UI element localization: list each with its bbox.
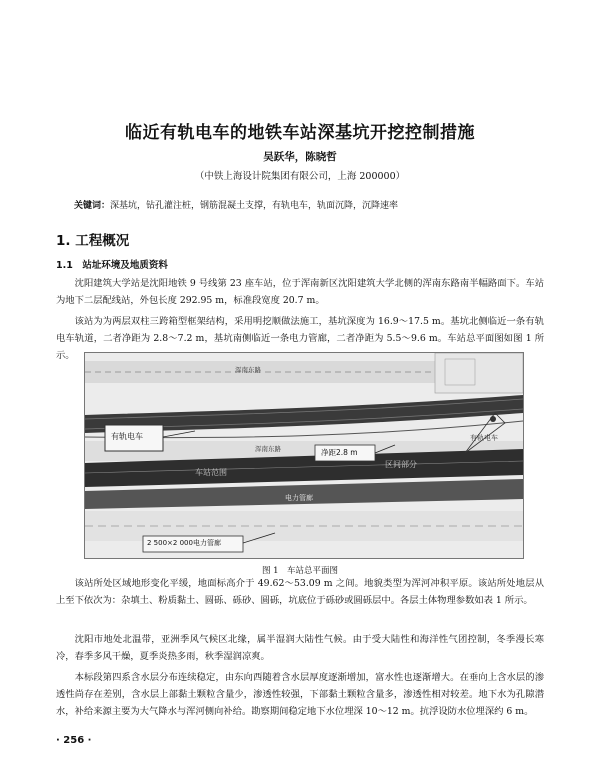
- label-power: 电力管廊: [285, 494, 313, 502]
- figure-caption: 图 1 车站总平面图: [261, 566, 339, 576]
- label-tram: 有轨电车: [111, 432, 143, 441]
- section-heading-1: 1. 工程概况: [56, 233, 130, 249]
- station-plan-figure: [84, 352, 524, 559]
- label-station: 车站范围: [195, 468, 227, 477]
- label-road-mid: 浑南东路: [255, 445, 281, 453]
- label-pipe: 2 500×2 000电力管廊: [147, 539, 221, 547]
- paragraph-3: 该站所处区域地形变化平缓，地面标高介于 49.62～53.09 m 之间。地貌类型为浑河冲积平原。该站所处地层从上至下依次为：杂填土、粉质黏土、圆砾、砾砂、圆砾，坑底位于砾砂或圆砾层中。各层土体物理参数如表 1 所示。: [56, 578, 544, 607]
- paragraph-1: 沈阳建筑大学站是沈阳地铁 9 号线第 23 座车站，位于浑南新区沈阳建筑大学北侧的浑南东路南半幅路面下。车站为地下二层配线站，外包长度 292.95 m，标准段宽度 20.7 m。: [56, 278, 544, 307]
- label-tram-right: 有轨电车: [470, 434, 498, 442]
- page-number: · 256 ·: [56, 735, 92, 746]
- keywords-label: 关键词：: [74, 201, 111, 211]
- paragraph-2: 该站为为两层双柱三跨箱型框架结构，采用明挖顺做法施工，基坑深度为 16.9～17.5 m。基坑北侧临近一条有轨电车轨道，二者净距为 2.8～7.2 m，基坑南侧临近一条电力管廊，二者净距为 5.5～9.6 m。车站总平面图如图 1 所示。: [56, 316, 544, 362]
- station-plan-drawing: [85, 353, 523, 558]
- subsection-heading-1-1: 1.1 站址环境及地质资料: [56, 260, 168, 271]
- keywords: [74, 199, 544, 213]
- label-road-top: 浑南东路: [235, 366, 261, 374]
- label-clear-distance: 净距2.8 m: [321, 448, 358, 457]
- paper-title: 临近有轨电车的地铁车站深基坑开挖控制措施: [125, 123, 475, 143]
- label-section: 区间部分: [385, 460, 417, 469]
- keywords-text: 深基坑，钻孔灌注桩，钢筋混凝土支撑，有轨电车，轨面沉降，沉降速率: [110, 201, 399, 211]
- authors: 吴跃华，陈晓哲: [263, 151, 337, 163]
- paragraph-5: 本标段第四系含水层分布连续稳定，由东向西随着含水层厚度逐渐增加，富水性也逐渐增大。在垂向上含水层的渗透性尚存在差别，含水层上部黏土颗粒含量少，渗透性较强，下部黏土颗粒含量多，渗透性相对较差。地下水为孔隙潜水，补给来源主要为大气降水与浑河侧向补给。勘察期间稳定地下水位埋深 10～12 m。抗浮设防水位埋深约 6 m。: [56, 672, 544, 718]
- affiliation: （中铁上海设计院集团有限公司，上海 200000）: [194, 171, 406, 182]
- paragraph-4: 沈阳市地处北温带，亚洲季风气候区北缘，属半湿润大陆性气候。由于受大陆性和海洋性气团控制，冬季漫长寒冷，春季多风干燥，夏季炎热多雨，秋季湿润凉爽。: [56, 634, 544, 663]
